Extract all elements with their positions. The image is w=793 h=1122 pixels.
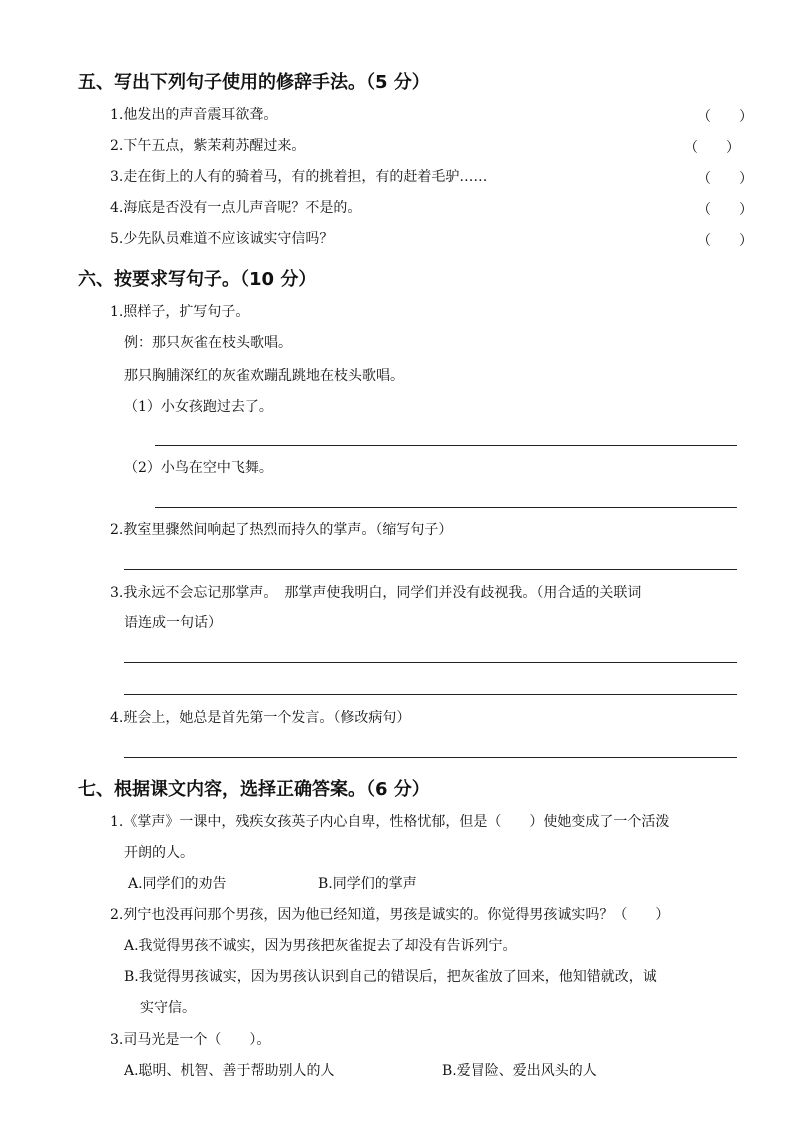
question-6-1-sub2: （2）小鸟在空中飞舞。 [124, 460, 273, 476]
option-7-3-a[interactable]: A.聪明、机智、善于帮助别人的人 [124, 1063, 335, 1079]
section-7-heading: 七、根据课文内容，选择正确答案。（6 分） [78, 779, 430, 800]
answer-line-6-1-1[interactable] [155, 445, 737, 446]
question-7-1-line2: 开朗的人。 [124, 845, 194, 861]
section-5-heading: 五、写出下列句子使用的修辞手法。（5 分） [78, 72, 430, 93]
example-sentence: 例：那只灰雀在枝头歌唱。 [124, 335, 292, 351]
question-6-3-line2: 语连成一句话） [124, 615, 222, 631]
question-6-1-sub1: （1）小女孩跑过去了。 [124, 399, 273, 415]
question-7-1-line1: 1.《掌声》一课中，残疾女孩英子内心自卑，性格忧郁，但是（ ）使她变成了一个活泼 [110, 814, 670, 830]
section-6-heading: 六、按要求写句子。（10 分） [78, 269, 317, 290]
option-7-2-a[interactable]: A.我觉得男孩不诚实，因为男孩把灰雀捉去了却没有告诉列宁。 [124, 938, 517, 954]
answer-line-6-2[interactable] [124, 569, 737, 570]
option-7-2-b-line2: 实守信。 [140, 1000, 196, 1016]
question-5-5: 5.少先队员难道不应该诚实守信吗？ [110, 231, 334, 247]
answer-blank-5-3[interactable]: （ ） [697, 171, 753, 187]
example-expanded: 那只胸脯深红的灰雀欢蹦乱跳地在枝头歌唱。 [124, 368, 404, 384]
answer-blank-5-5[interactable]: （ ） [697, 233, 753, 249]
question-5-4: 4.海底是否没有一点儿声音呢？不是的。 [110, 200, 362, 216]
question-5-1: 1.他发出的声音震耳欲聋。 [110, 107, 278, 123]
question-7-2: 2.列宁也没再问那个男孩，因为他已经知道，男孩是诚实的。你觉得男孩诚实吗？（ ） [110, 907, 670, 923]
question-6-4: 4.班会上，她总是首先第一个发言。（修改病句） [110, 710, 411, 726]
question-5-2: 2.下午五点，紫茉莉苏醒过来。 [110, 138, 306, 154]
answer-blank-5-1[interactable]: （ ） [697, 109, 753, 125]
option-7-2-b-line1[interactable]: B.我觉得男孩诚实，因为男孩认识到自己的错误后，把灰雀放了回来，他知错就改，诚 [124, 969, 657, 985]
option-7-1-b[interactable]: B.同学们的掌声 [318, 876, 417, 892]
question-7-3: 3.司马光是一个（ ）。 [110, 1032, 271, 1048]
question-6-1: 1.照样子，扩写句子。 [110, 304, 250, 320]
question-6-2: 2.教室里骤然间响起了热烈而持久的掌声。（缩写句子） [110, 522, 453, 538]
answer-blank-5-2[interactable]: （ ） [684, 140, 740, 156]
option-7-1-a[interactable]: A.同学们的劝告 [128, 876, 227, 892]
answer-line-6-3-a[interactable] [124, 662, 737, 663]
answer-line-6-4[interactable] [124, 757, 737, 758]
answer-blank-5-4[interactable]: （ ） [697, 202, 753, 218]
question-6-3-line1: 3.我永远不会忘记那掌声。 那掌声使我明白，同学们并没有歧视我。（用合适的关联词 [110, 585, 642, 601]
answer-line-6-3-b[interactable] [124, 694, 737, 695]
answer-line-6-1-2[interactable] [155, 507, 737, 508]
question-5-3: 3.走在街上的人有的骑着马，有的挑着担，有的赶着毛驴…… [110, 169, 488, 185]
option-7-3-b[interactable]: B.爱冒险、爱出风头的人 [442, 1063, 597, 1079]
